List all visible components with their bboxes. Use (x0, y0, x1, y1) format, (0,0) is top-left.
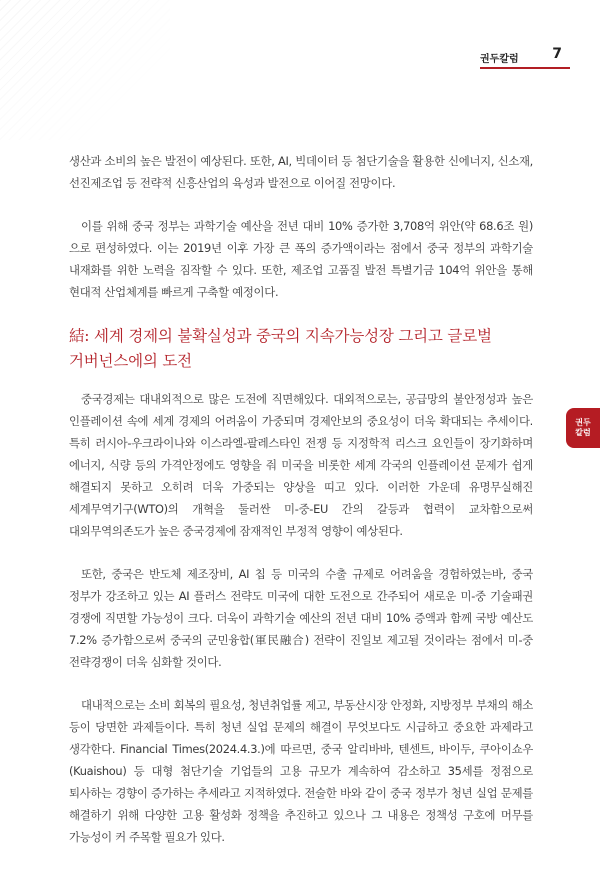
paragraph: 중국경제는 대내외적으로 많은 도전에 직면해있다. 대외적으로는, 공급망의 불안정성과 높은 인플레이션 속에 세계 경제의 어려움이 가중되며 경제안보의 중요성이 더욱 확대되는 추세이다. 특히 러시아-우크라이나와 이스라엘-팔레스타인 전쟁 등 지정학적 리스크 요인들이 장기화하며 에너지, 식량 등의 가격안정에도 영향을 줘 미국을 비롯한 세계 각국의 인플레이션 문제가 쉽게 해결되지 못하고 오히려 더욱 가중되는 양상을 띠고 있다. 이러한 가운데 유명무실해진 세계무역기구(WTO)의 개혁을 둘러싼 미-중-EU 간의 갈등과 협력이 교차함으로써 대외무역의존도가 높은 중국경제에 잠재적인 부정적 영향이 예상된다. (69, 392, 533, 538)
side-tab-line-1: 권두 (575, 418, 591, 427)
article-body (69, 150, 533, 869)
side-tab (566, 408, 600, 448)
paragraph: 생산과 소비의 높은 발전이 예상된다. 또한, AI, 빅데이터 등 첨단기술을 활용한 신에너지, 신소재, 선진제조업 등 전략적 신흥산업의 육성과 발전으로 이어질 전망이다. (69, 154, 533, 190)
section-label: 권두칼럼 (480, 54, 519, 65)
paragraph: 대내적으로는 소비 회복의 필요성, 청년취업률 제고, 부동산시장 안정화, 지방정부 부채의 해소 등이 당면한 과제들이다. 특히 청년 실업 문제의 해결이 무엇보다도 시급하고 중요한 과제라고 생각한다. Financial Times(2024.4.3.)에 따르면, 중국 알리바바, 텐센트, 바이두, 쿠아이쇼우(Kuaishou) 등 대형 첨단기술 기업들의 고용 규모가 계속하여 감소하고 35세를 정점으로 퇴사하는 경향이 증가하는 추세라고 지적하였다. 전술한 바와 같이 중국 정부가 청년 실업 문제를 해결하기 위해 다양한 고용 활성화 정책을 추진하고 있으나 그 내용은 정책성 구호에 머무를 가능성이 커 주목할 필요가 있다. (69, 698, 533, 844)
paragraph: 이를 위해 중국 정부는 과학기술 예산을 전년 대비 10% 증가한 3,708억 위안(약 68.6조 원)으로 편성하였다. 이는 2019년 이후 가장 큰 폭의 증가액이라는 점에서 중국 정부의 과학기술 내재화를 위한 노력을 짐작할 수 있다. 또한, 제조업 고품질 발전 특별기금 104억 위안을 통해 현대적 산업체계를 빠르게 구축할 예정이다. (69, 219, 533, 299)
page-number: 7 (552, 46, 562, 62)
header-divider (480, 67, 570, 69)
page-header (480, 46, 570, 66)
paragraph: 또한, 중국은 반도체 제조장비, AI 칩 등 미국의 수출 규제로 어려움을 경험하였는바, 중국 정부가 강조하고 있는 AI 플러스 전략도 미국에 대한 도전으로 간주되어 새로운 미-중 기술패권 경쟁에 직면할 가능성이 크다. 더욱이 과학기술 예산의 전년 대비 10% 증액과 함께 국방 예산도 7.2% 증가함으로써 중국의 군민융합(軍民融合) 전략이 진일보 제고될 것이라는 점에서 미-중 전략경쟁이 더욱 심화할 것이다. (69, 567, 533, 669)
side-tab-line-2: 칼럼 (575, 428, 591, 437)
section-heading: 結: 세계 경제의 불확실성과 중국의 지속가능성장 그리고 글로벌 거버넌스에의 도전 (69, 327, 492, 370)
corner-decoration (0, 0, 170, 140)
